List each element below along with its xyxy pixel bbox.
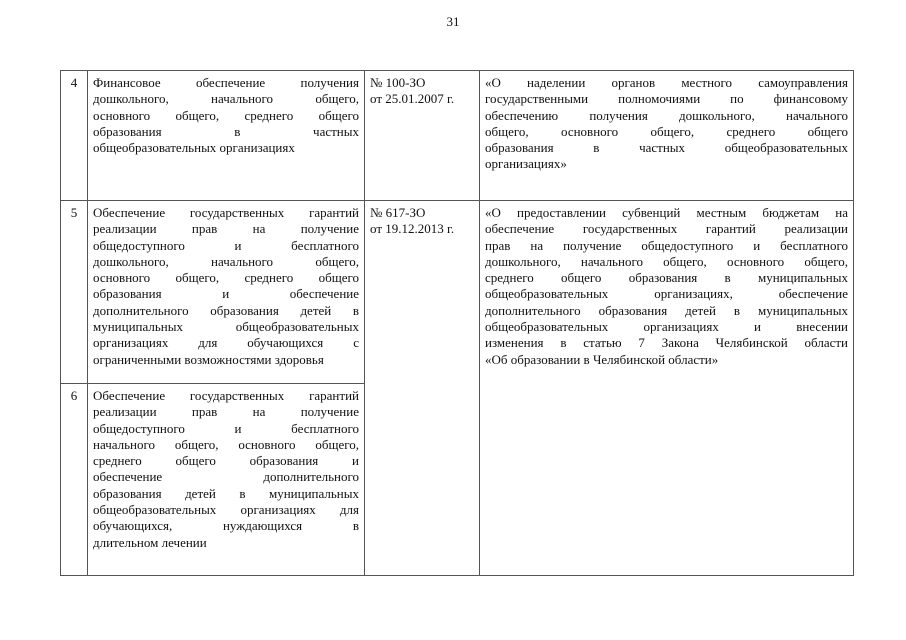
title-line: образования в частных общеобразовательных (485, 140, 848, 156)
name-line: дошкольного, начального общего, (93, 253, 359, 269)
name-line: общедоступного и бесплатного (93, 237, 359, 253)
name-line: обеспечение дополнительного (93, 469, 359, 485)
law-number: № 617-ЗО (370, 205, 426, 220)
title-line: дошкольного, начального общего, основного общего, (485, 253, 848, 269)
name-line: общедоступного и бесплатного (93, 420, 359, 436)
row-name (88, 201, 365, 384)
name-line: образования в частных (93, 123, 359, 139)
name-line: основного общего, среднего общего (93, 270, 359, 286)
title-line: общего, основного общего, среднего общего (485, 123, 848, 139)
name-line: длительном лечении (93, 534, 207, 550)
title-line: прав на получение общедоступного и бесплатного (485, 237, 848, 253)
name-line: образования детей в муниципальных (93, 485, 359, 501)
row-number: 5 (61, 201, 88, 384)
name-line: дошкольного, начального общего, (93, 91, 359, 107)
name-line: начального общего, основного общего, (93, 436, 359, 452)
name-line: реализации прав на получение (93, 404, 359, 420)
name-line: дополнительного образования детей в (93, 302, 359, 318)
name-line: основного общего, среднего общего (93, 107, 359, 123)
name-line: ограниченными возможностями здоровья (93, 351, 324, 367)
title-line: «О предоставлении субвенций местным бюджетам на (485, 205, 848, 220)
name-line: Финансовое обеспечение получения (93, 75, 359, 90)
name-line: общеобразовательных организациях (93, 140, 295, 156)
name-line: Обеспечение государственных гарантий (93, 388, 359, 403)
law-number: № 100-ЗО (370, 75, 426, 90)
law-title (480, 201, 854, 576)
name-line: организациях для обучающихся с (93, 335, 359, 351)
table-row (61, 71, 854, 201)
page-number: 31 (446, 14, 460, 29)
law-date: от 19.12.2013 г. (370, 221, 455, 237)
title-line: обеспечение государственных гарантий реализации (485, 221, 848, 237)
title-line: изменения в статью 7 Закона Челябинской области (485, 335, 848, 351)
name-line: образования и обеспечение (93, 286, 359, 302)
row-name (88, 71, 365, 201)
name-line: общеобразовательных организациях для (93, 502, 359, 518)
title-line: организациях» (485, 156, 567, 172)
law-title (480, 71, 854, 201)
title-line: «О наделении органов местного самоуправления (485, 75, 848, 90)
title-line: среднего общего образования в муниципальных (485, 270, 848, 286)
legislation-table (60, 70, 854, 576)
row-name (88, 384, 365, 576)
law-date: от 25.01.2007 г. (370, 91, 455, 107)
name-line: реализации прав на получение (93, 221, 359, 237)
row-number: 4 (61, 71, 88, 201)
law-reference (365, 71, 480, 201)
law-reference (365, 201, 480, 576)
title-line: общеобразовательных организациях, обеспечение (485, 286, 848, 302)
table-row (61, 201, 854, 384)
name-line: Обеспечение государственных гарантий (93, 205, 359, 220)
name-line: муниципальных общеобразовательных (93, 319, 359, 335)
title-line: дополнительного образования детей в муниципальных (485, 302, 848, 318)
title-line: общеобразовательных организациях и внесении (485, 319, 848, 335)
name-line: обучающихся, нуждающихся в (93, 518, 359, 534)
name-line: среднего общего образования и (93, 453, 359, 469)
title-line: «Об образовании в Челябинской области» (485, 351, 719, 367)
title-line: государственными полномочиями по финансовому (485, 91, 848, 107)
title-line: обеспечению получения дошкольного, начального (485, 107, 848, 123)
row-number: 6 (61, 384, 88, 576)
